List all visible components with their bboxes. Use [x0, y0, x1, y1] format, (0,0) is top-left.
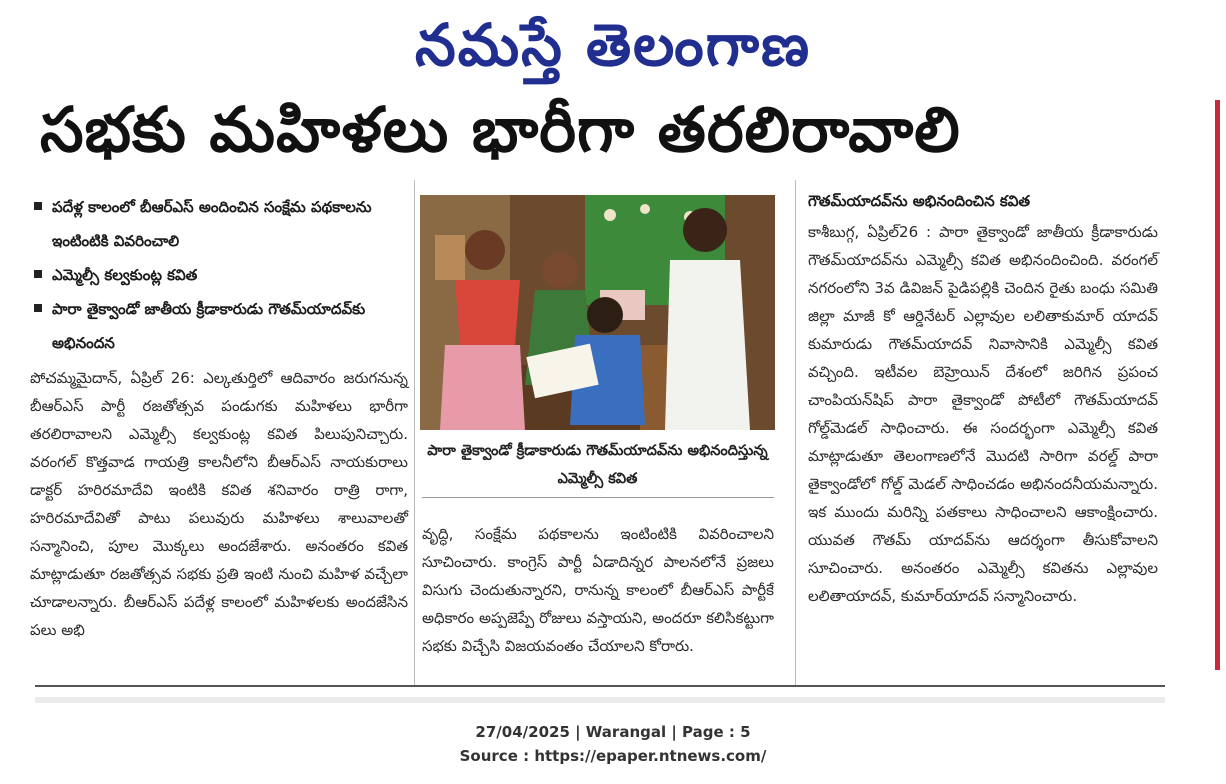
edition-info: 27/04/2025 | Warangal | Page : 5	[475, 723, 751, 741]
bullet-square-icon	[34, 202, 42, 210]
column-divider	[414, 180, 415, 685]
highlight-item	[30, 292, 408, 360]
column-3	[808, 188, 1158, 610]
bullet-square-icon	[34, 270, 42, 278]
sub-headline: గౌతమ్‌యాదవ్‌ను అభినందించిన కవిత	[808, 192, 1031, 210]
highlight-item	[30, 190, 408, 258]
newspaper-masthead: నమస్తే తెలంగాణ	[415, 11, 811, 79]
highlight-text: పారా తైక్వాండో జాతీయ క్రీడాకారుడు గౌతమ్‌యాదవ్‌కు అభినందన	[52, 300, 366, 352]
column-1-text: పోచమ్మమైదాన్‌, ఏప్రిల్‌ 26: ఎల్కతుర్తిలో ఆదివారం జరుగనున్న బీఆర్‌ఎస్‌ పార్టీ రజతోత్సవ పండుగకు మహిళలు భారీగా తరలిరావాలని ఎమ్మెల్సీ కల్వకుంట్ల కవిత పిలుపునిచ్చారు. వరంగల్‌ కొత్తవాడ గాయత్రి కాలనీలోని బీఆర్‌ఎస్‌ నాయకురాలు డాక్టర్‌ హరిరమాదేవి ఇంటికి కవిత శనివారం రాత్రి రాగా, హరిరమాదేవితో పాటు పలువురు మహిళలు శాలువాలతో సన్మానించి, పూల మొక్కలు అందజేశారు. అనంతరం కవిత మాట్లాడుతూ రజతోత్సవ సభకు ప్రతి ఇంటి నుంచి మహిళ వచ్చేలా చూడాలన్నారు. బీఆర్‌ఎస్‌ పదేళ్ల కాలంలో మహిళలకు అందజేసిన పలు అభి	[30, 369, 408, 639]
page-edge-rule	[1215, 100, 1220, 670]
column-3-text: కాశీబుగ్గ, ఏప్రిల్‌26 : పారా తైక్వాండో జాతీయ క్రీడాకారుడు గౌతమ్‌యాదవ్‌ను ఎమ్మెల్సీ కవిత అభినందించింది. వరంగల్‌ నగరంలోని 3వ డివిజన్‌ పైడిపల్లికి చెందిన రైతు బంధు సమితి జిల్లా మాజీ కో ఆర్డినేటర్‌ ఎల్లావుల లలితాకుమార్‌ యాదవ్‌ కుమారుడు గౌతమ్‌యాదవ్‌ నివాసానికి ఎమ్మెల్సీ కవిత వచ్చింది. ఇటీవల బెహ్రెయిన్‌ దేశంలో జరిగిన ప్రపంచ చాంపియన్‌షిప్‌ పారా తైక్వాండో పోటీలో గౌతమ్‌యాదవ్‌ గోల్డ్‌మెడల్‌ సాధించారు. ఈ సందర్భంగా ఎమ్మెల్సీ కవిత మాట్లాడుతూ తెలంగాణలోనే మొదటి సారిగా వరల్డ్‌ పారా తైక్వాండోలో గోల్డ్‌ మెడల్‌ సాధించడం అభినందనీయమన్నారు. ఇక ముందు మరిన్ని పతకాలు సాధించాలని ఆకాంక్షించారు. యువత గౌతమ్‌ యాదవ్‌ను ఆదర్శంగా తీసుకోవాలని సూచించారు. అనంతరం ఎమ్మెల్సీ కవితను ఎల్లావుల లలితాయాదవ్‌, కుమార్‌యాదవ్‌ సన్మానించారు.	[808, 223, 1158, 605]
highlights-list	[30, 190, 408, 360]
headline: సభకు మహిళలు భారీగా తరలిరావాలి	[40, 93, 961, 166]
caption-divider	[422, 497, 774, 498]
column-1	[30, 190, 408, 644]
bullet-square-icon	[34, 304, 42, 312]
highlight-item	[30, 258, 408, 292]
page-footer	[0, 720, 1226, 768]
column-2-text: వృద్ధి, సంక్షేమ పథకాలను ఇంటింటికి వివరించాలని సూచించారు. కాంగ్రెస్‌ పార్టీ ఏడాదిన్నర పాలనలోనే ప్రజలు విసుగు చెందుతున్నారని, రానున్న కాలంలో బీఆర్‌ఎస్‌ పార్టీకే అధికారం అప్పజెప్పే రోజులు వస్తాయని, అందరూ కలిసికట్టుగా సభకు విచ్చేసి విజయవంతం చేయాలని కోరారు.	[422, 525, 774, 655]
bottom-rule	[35, 685, 1165, 687]
highlight-text: ఎమ్మెల్సీ కల్వకుంట్ల కవిత	[52, 266, 198, 284]
news-photo	[420, 195, 775, 430]
article-body	[30, 180, 1166, 700]
next-article-strip	[35, 697, 1165, 703]
photo-caption: పారా తైక్వాండో క్రీడాకారుడు గౌతమ్‌యాదవ్‌ను అభినందిస్తున్న ఎమ్మెల్సీ కవిత	[427, 443, 768, 487]
photo-illustration	[420, 195, 775, 430]
source-link: Source : https://epaper.ntnews.com/	[459, 747, 767, 765]
column-divider	[795, 180, 796, 685]
highlight-text: పదేళ్ల కాలంలో బీఆర్‌ఎస్‌ అందించిన సంక్షేమ పథకాలను ఇంటింటికి వివరించాలి	[52, 198, 372, 250]
